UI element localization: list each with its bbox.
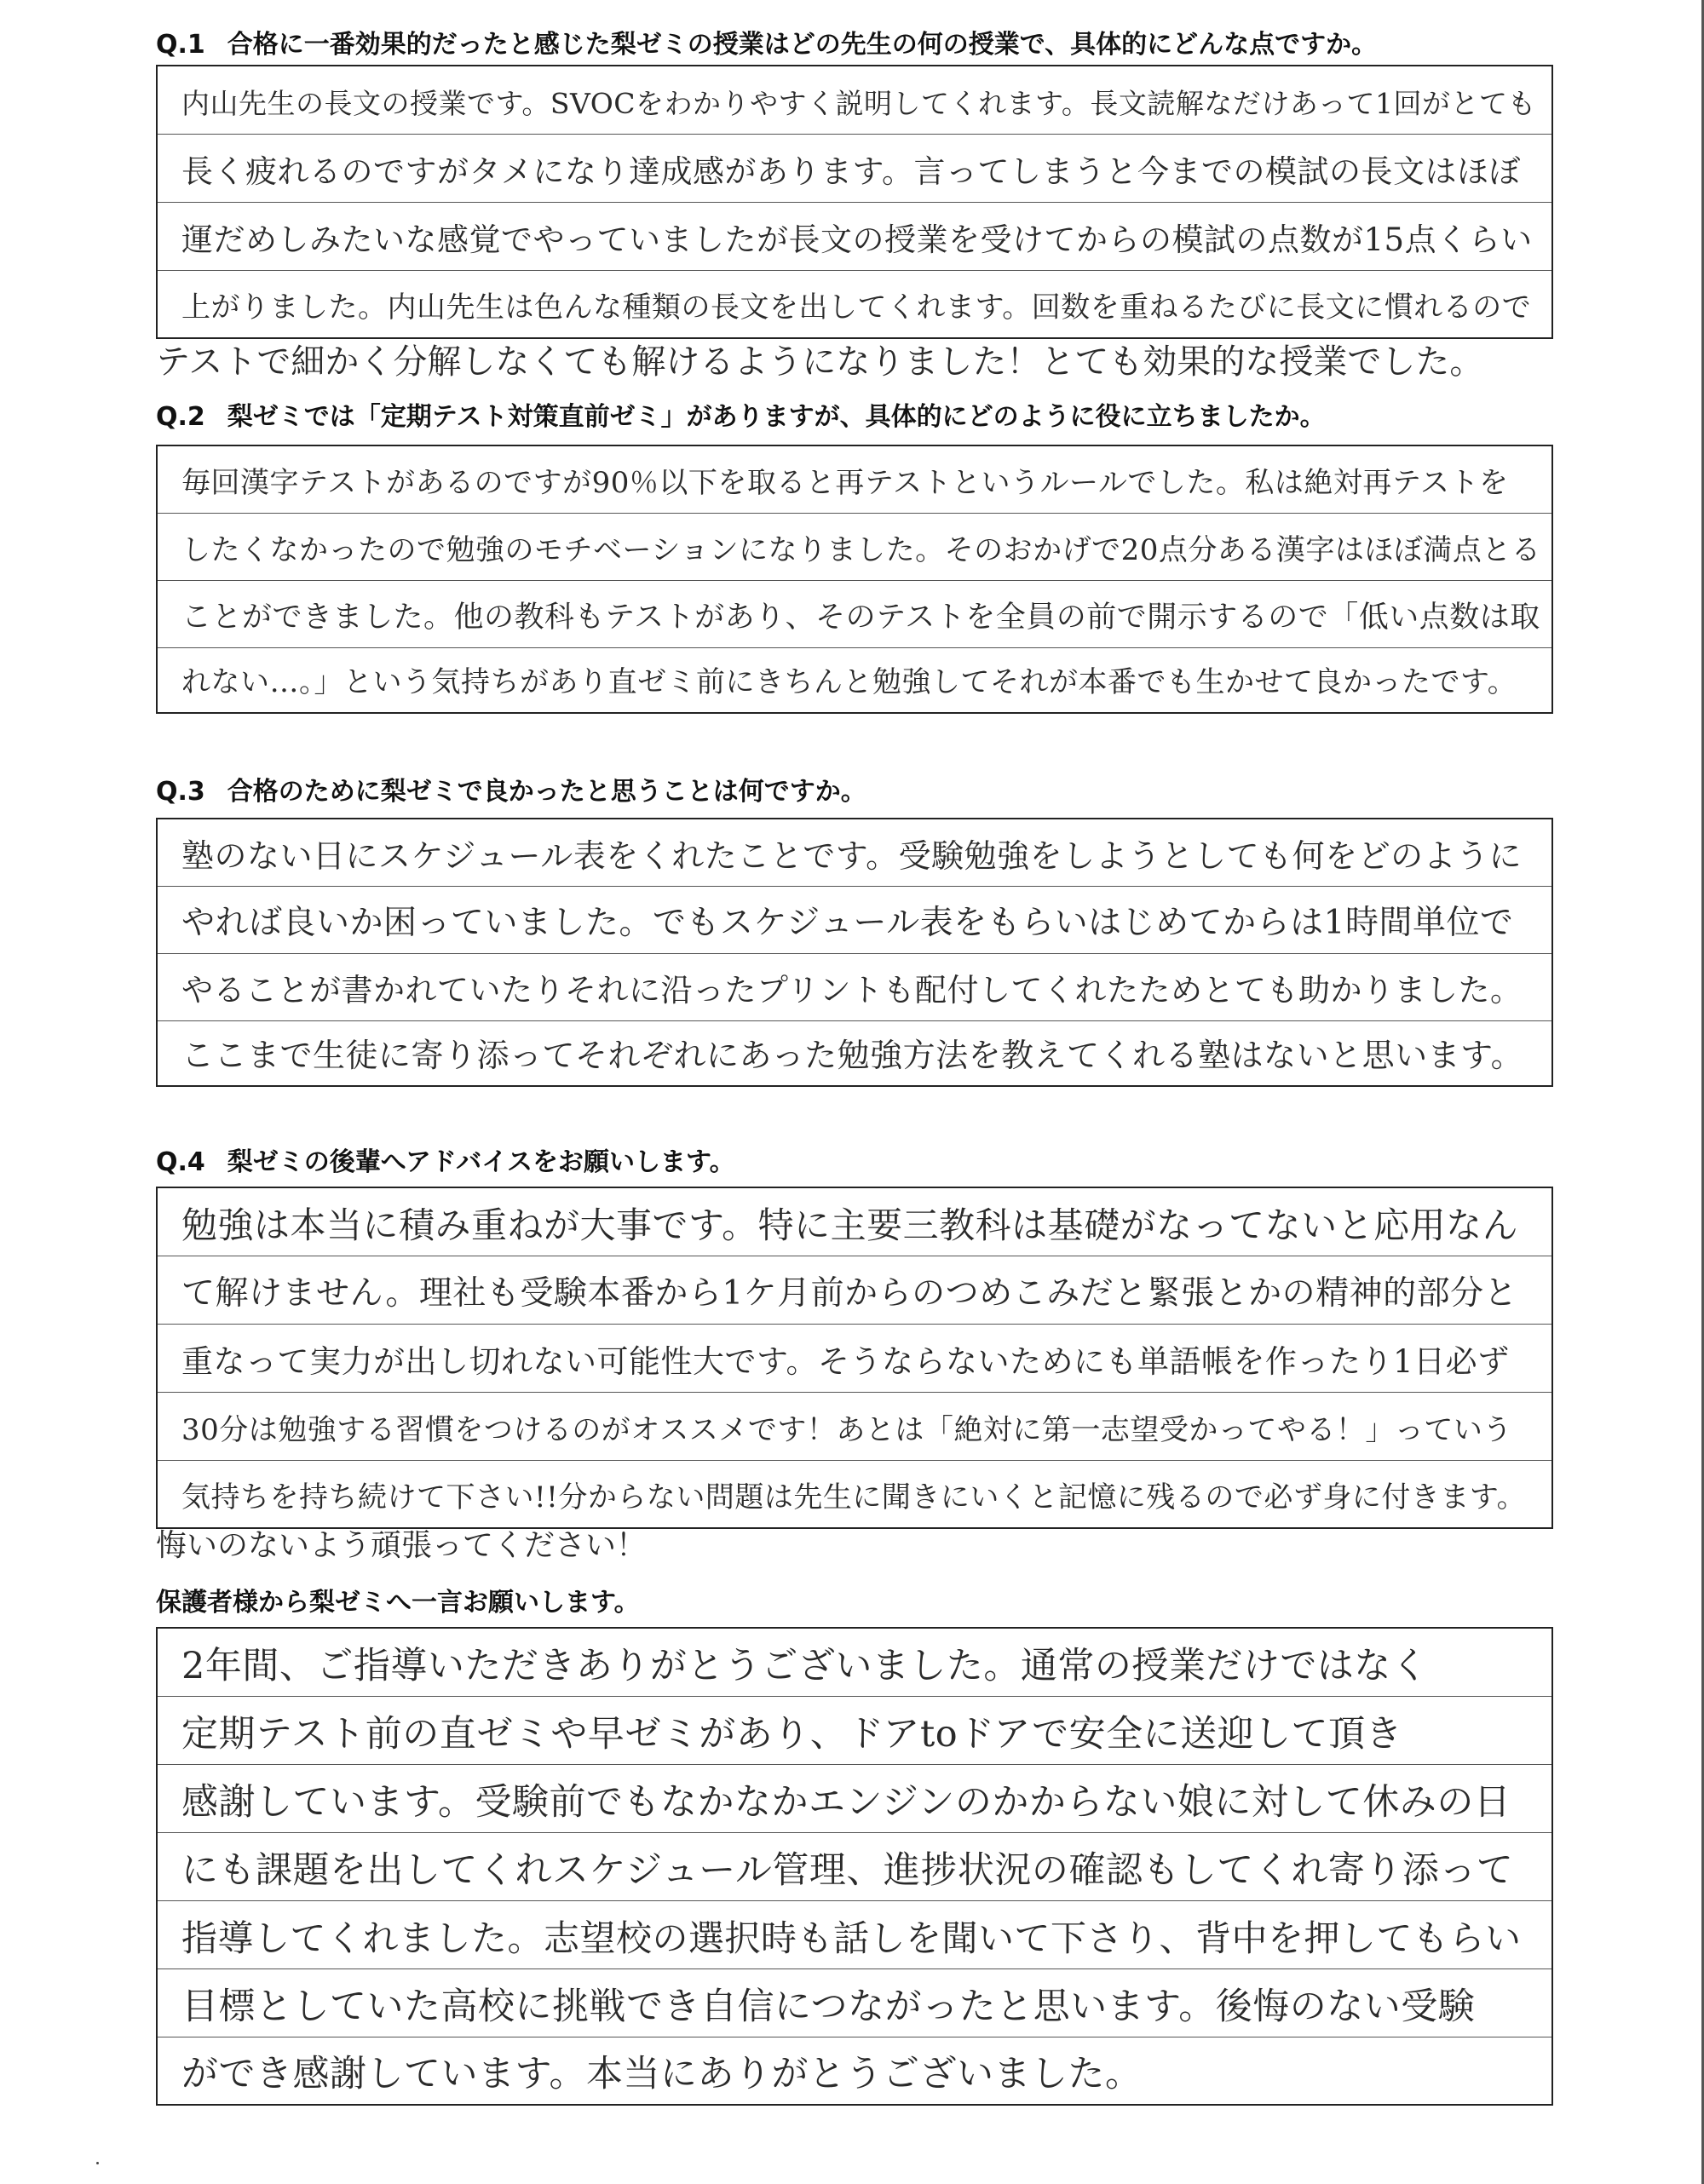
q1-line-3: 運だめしみたいな感覚でやっていましたが長文の授業を受けてからの模試の点数が15点くらい — [181, 221, 1533, 258]
q1-line-4: 上がりました。内山先生は色んな種類の長文を出してくれます。回数を重ねるたびに長文に慣れるので — [181, 290, 1532, 325]
q4-overflow-line: 悔いのないよう頑張ってください！ — [156, 1528, 648, 1563]
parent-line-3: 感謝しています。受験前でもなかなかエンジンのかからない娘に対して休みの日 — [181, 1781, 1511, 1824]
q3-answer-line — [158, 1021, 1551, 1085]
q3-line-4: ここまで生徒に寄り添ってそれぞれにあった勉強方法を教えてくれる塾はないと思います。 — [181, 1037, 1524, 1074]
parent-title: 保護者様から梨ゼミへ一言お願いします。 — [156, 1588, 640, 1618]
q1-line-1: 内山先生の長文の授業です。SVOCをわかりやすく説明してくれます。長文読解なだけあって1回がとても — [181, 87, 1537, 120]
scan-speck — [96, 2162, 99, 2164]
parent-line-4: にも課題を出してくれスケジュール管理、進捗状況の確認もしてくれ寄り添って — [181, 1849, 1514, 1892]
parent-answer-line — [158, 1901, 1551, 1969]
q4-answer-line — [158, 1256, 1551, 1325]
q4-answer-box — [156, 1187, 1553, 1529]
q3-line-1: 塾のない日にスケジュール表をくれたことです。受験勉強をしようとしても何をどのように — [181, 837, 1523, 875]
q4-answer-line — [158, 1393, 1551, 1461]
q2-answer-line — [158, 514, 1551, 581]
q1-answer-line — [158, 66, 1551, 135]
q1-answer-line — [158, 135, 1551, 203]
q2-line-3: ことができました。他の教科もテストがあり、そのテストを全員の前で開示するので「低い点数は取 — [181, 601, 1540, 635]
q3-line-2: やれば良いか困っていました。でもスケジュール表をもらいはじめてからは1時間単位で — [181, 904, 1514, 942]
parent-answer-line — [158, 1833, 1551, 1901]
q2-line-4: れない…。」という気持ちがあり直ゼミ前にきちんと勉強してそれが本番でも生かせて良かったです。 — [181, 665, 1517, 699]
parent-line-7: ができ感謝しています。本当にありがとうございました。 — [181, 2053, 1143, 2095]
q4-line-2: て解けません。理社も受験本番から1ケ月前からのつめこみだと緊張とかの精神的部分と — [181, 1274, 1518, 1313]
q2-number: Q.2 — [156, 402, 205, 432]
q3-answer-line — [158, 819, 1551, 887]
parent-line-2: 定期テスト前の直ゼミや早ゼミがあり、ドアtoドアで安全に送迎して頂き — [181, 1713, 1403, 1756]
q3-answer-line — [158, 954, 1551, 1021]
q3-title: 合格のために梨ゼミで良かったと思うことは何ですか。 — [227, 777, 866, 807]
q4-heading — [156, 1146, 735, 1180]
q4-answer-line — [158, 1188, 1551, 1256]
q3-answer-box — [156, 818, 1553, 1087]
parent-answer-box — [156, 1627, 1553, 2106]
q1-line-2: 長く疲れるのですがタメになり達成感があります。言ってしまうと今までの模試の長文はほぼ — [181, 153, 1522, 190]
parent-answer-line — [158, 1697, 1551, 1765]
q2-title: 梨ゼミでは「定期テスト対策直前ゼミ」がありますが、具体的にどのように役に立ちましたか。 — [227, 402, 1326, 432]
q1-heading — [156, 28, 1377, 62]
q3-number: Q.3 — [156, 777, 205, 807]
q2-answer-box — [156, 445, 1553, 714]
parent-line-6: 目標としていた高校に挑戦でき自信につながったと思います。後悔のない受験 — [181, 1986, 1476, 2028]
q4-line-1: 勉強は本当に積み重ねが大事です。特に主要三教科は基礎がなってないと応用なん — [181, 1204, 1519, 1246]
parent-answer-line — [158, 1629, 1551, 1697]
q2-line-1: 毎回漢字テストがあるのですが90％以下を取ると再テストというルールでした。私は絶対再テストを — [181, 466, 1509, 500]
q4-title: 梨ゼミの後輩へアドバイスをお願いします。 — [227, 1147, 735, 1177]
q4-line-5: 気持ちを持ち続けて下さい!!分からない問題は先生に聞きにいくと記憶に残るので必ず身に付きます。 — [181, 1480, 1527, 1514]
q2-answer-line — [158, 648, 1551, 712]
q4-answer-line — [158, 1325, 1551, 1393]
q3-heading — [156, 775, 866, 809]
parent-line-5: 指導してくれました。志望校の選択時も話しを聞いて下さり、背中を押してもらい — [181, 1917, 1522, 1959]
q1-number: Q.1 — [156, 30, 205, 60]
q1-answer-line — [158, 203, 1551, 271]
q1-title: 合格に一番効果的だったと感じた梨ゼミの授業はどの先生の何の授業で、具体的にどんな点ですか。 — [227, 30, 1378, 60]
q2-heading — [156, 400, 1326, 434]
q1-answer-line — [158, 271, 1551, 337]
parent-answer-line — [158, 1765, 1551, 1833]
q2-answer-line — [158, 581, 1551, 648]
q4-number: Q.4 — [156, 1147, 205, 1177]
q1-answer-box — [156, 65, 1553, 339]
q4-answer-line — [158, 1461, 1551, 1527]
q4-line-4: 30分は勉強する習慣をつけるのがオススメです！あとは「絶対に第一志望受かってやる！」っていう — [181, 1413, 1512, 1447]
q3-answer-line — [158, 887, 1551, 954]
q1-overflow-line: テストで細かく分解しなくても解けるようになりました！とても効果的な授業でした。 — [156, 342, 1484, 382]
q2-line-2: したくなかったので勉強のモチベーションになりました。そのおかげで20点分ある漢字はほぼ満点とる — [181, 533, 1541, 567]
q2-answer-line — [158, 446, 1551, 514]
parent-answer-line — [158, 1969, 1551, 2037]
parent-line-1: 2年間、ご指導いただきありがとうございました。通常の授業だけではなく — [181, 1645, 1429, 1687]
parent-heading — [156, 1586, 640, 1620]
q4-line-3: 重なって実力が出し切れない可能性大です。そうならないためにも単語帳を作ったり1日必ず — [181, 1343, 1510, 1380]
parent-answer-line — [158, 2037, 1551, 2104]
q3-line-3: やることが書かれていたりそれに沿ったプリントも配付してくれたためとても助かりました。 — [181, 972, 1523, 1009]
